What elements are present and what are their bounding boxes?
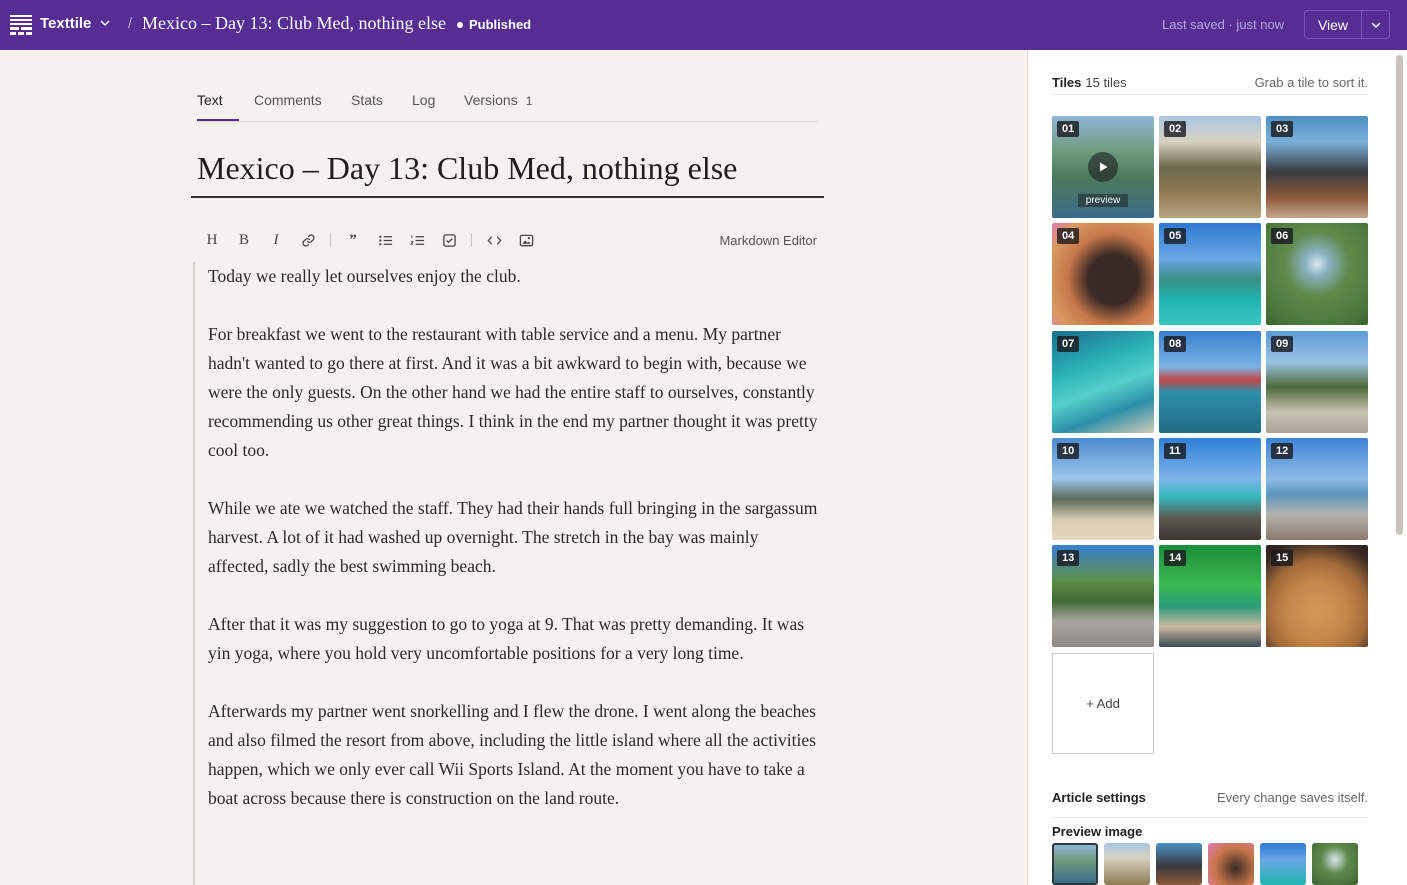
tile-preview-label: preview bbox=[1078, 194, 1128, 207]
paragraph: After that it was my suggestion to go to yoga at 9. That was pretty demanding. It was yin yoga, where you hold very uncomfortable positions for a very long time. bbox=[208, 614, 805, 663]
view-button[interactable]: View bbox=[1305, 11, 1362, 38]
tile-number: 05 bbox=[1164, 228, 1186, 244]
paragraph: Afterwards my partner went snorkelling and I flew the drone. I went along the beaches and also filmed the resort from above, including the little island where all the activities happen, which we only ever call Wii Sports Island. At the moment you have to take a boat across because there is construction on the land route. bbox=[208, 701, 816, 808]
tile[interactable] bbox=[1159, 331, 1261, 433]
markdown-body-editor[interactable] bbox=[193, 262, 823, 885]
tab-log[interactable]: Log bbox=[412, 92, 436, 108]
paragraph: While we ate we watched the staff. They had their hands full bringing in the sargassum harvest. A lot of it had washed up overnight. The stretch in the bay was mainly affected, sadly the best swimming beach. bbox=[208, 498, 818, 576]
image-button[interactable] bbox=[515, 230, 537, 250]
bulleted-list-button[interactable] bbox=[374, 230, 396, 250]
chevron-down-icon[interactable] bbox=[99, 17, 111, 29]
quote-button[interactable] bbox=[342, 230, 364, 250]
checklist-icon bbox=[442, 233, 457, 248]
title-input[interactable] bbox=[191, 142, 824, 198]
tile-number: 07 bbox=[1057, 336, 1079, 352]
tile-number: 02 bbox=[1164, 121, 1186, 137]
tile[interactable] bbox=[1266, 545, 1368, 647]
bulleted-list-icon bbox=[378, 233, 393, 248]
tile[interactable] bbox=[1159, 545, 1261, 647]
tile-number: 11 bbox=[1164, 443, 1186, 459]
tiles-count: 15 tiles bbox=[1085, 75, 1127, 90]
tile[interactable] bbox=[1266, 116, 1368, 218]
view-split-button bbox=[1304, 10, 1390, 39]
tab-versions[interactable] bbox=[464, 92, 532, 108]
preview-image-label: Preview image bbox=[1052, 824, 1143, 839]
status-label: Published bbox=[469, 17, 532, 32]
tile-number: 10 bbox=[1057, 443, 1079, 459]
status-badge bbox=[457, 17, 531, 32]
editor-tabs bbox=[197, 82, 817, 122]
tile-number: 06 bbox=[1271, 228, 1293, 244]
markdown-editor-label[interactable]: Markdown Editor bbox=[719, 233, 817, 248]
tiles-header bbox=[1052, 75, 1368, 95]
tile-number: 12 bbox=[1271, 443, 1293, 459]
view-menu-button[interactable] bbox=[1362, 11, 1389, 38]
add-tile-button[interactable]: + Add bbox=[1052, 653, 1154, 754]
tile-number: 01 bbox=[1057, 121, 1079, 137]
tile[interactable] bbox=[1052, 223, 1154, 325]
article-settings-header bbox=[1052, 790, 1368, 818]
tile[interactable] bbox=[1159, 438, 1261, 540]
tile[interactable] bbox=[1052, 545, 1154, 647]
title-text: Mexico – Day 13: Club Med, nothing else bbox=[197, 150, 738, 186]
texttile-logo-icon[interactable] bbox=[10, 14, 32, 36]
italic-button[interactable] bbox=[265, 230, 287, 250]
article-settings-title: Article settings bbox=[1052, 790, 1146, 805]
link-button[interactable] bbox=[297, 230, 319, 250]
tile[interactable] bbox=[1159, 116, 1261, 218]
preview-image-option[interactable] bbox=[1208, 843, 1254, 885]
heading-button[interactable] bbox=[201, 230, 223, 250]
link-icon bbox=[301, 233, 316, 248]
quote-icon: ” bbox=[349, 231, 357, 248]
tile-number: 14 bbox=[1164, 550, 1186, 566]
tiles-hint: Grab a tile to sort it. bbox=[1254, 75, 1368, 90]
italic-icon: I bbox=[273, 231, 279, 248]
toolbar-divider bbox=[471, 233, 472, 247]
last-saved-text: Last saved · just now bbox=[1162, 17, 1285, 32]
tab-stats[interactable]: Stats bbox=[351, 92, 383, 108]
heading-icon: H bbox=[206, 231, 218, 248]
image-icon bbox=[519, 233, 534, 248]
brand-name[interactable]: Texttile bbox=[40, 15, 92, 32]
checklist-button[interactable] bbox=[438, 230, 460, 250]
article-settings-hint: Every change saves itself. bbox=[1216, 790, 1368, 805]
paragraph: Today we really let ourselves enjoy the club. bbox=[208, 266, 521, 286]
code-button[interactable] bbox=[483, 230, 505, 250]
tile-number: 15 bbox=[1271, 550, 1293, 566]
bold-icon: B bbox=[238, 231, 249, 248]
tile[interactable] bbox=[1052, 331, 1154, 433]
chevron-down-icon bbox=[1370, 19, 1382, 31]
code-icon bbox=[487, 233, 502, 248]
breadcrumb-separator: / bbox=[128, 15, 133, 32]
preview-image-option[interactable] bbox=[1312, 843, 1358, 885]
tile-number: 08 bbox=[1164, 336, 1186, 352]
preview-image-option[interactable] bbox=[1260, 843, 1306, 885]
sidebar-scrollbar[interactable] bbox=[1396, 55, 1403, 535]
status-dot-icon bbox=[457, 22, 463, 28]
tile-number: 09 bbox=[1271, 336, 1293, 352]
tile-number: 13 bbox=[1057, 550, 1079, 566]
tile[interactable] bbox=[1052, 116, 1154, 218]
active-tab-indicator bbox=[197, 119, 239, 121]
document-title: Mexico – Day 13: Club Med, nothing else bbox=[142, 13, 446, 33]
tile-number: 04 bbox=[1057, 228, 1079, 244]
tiles-title-label: Tiles bbox=[1052, 75, 1082, 90]
play-icon[interactable] bbox=[1088, 152, 1118, 182]
tile[interactable] bbox=[1159, 223, 1261, 325]
numbered-list-button[interactable] bbox=[406, 230, 428, 250]
preview-image-option-selected[interactable] bbox=[1052, 843, 1098, 885]
tab-comments[interactable]: Comments bbox=[254, 92, 322, 108]
versions-count-badge: 1 bbox=[525, 94, 533, 108]
preview-image-option[interactable] bbox=[1104, 843, 1150, 885]
bold-button[interactable] bbox=[233, 230, 255, 250]
tile[interactable] bbox=[1266, 438, 1368, 540]
numbered-list-icon bbox=[410, 233, 425, 248]
toolbar-divider bbox=[330, 233, 331, 247]
paragraph: For breakfast we went to the restaurant with table service and a menu. My partner hadn't wanted to go there at first. And it was a bit awkward to begin with, because we were the only guests. On the other hand we had the entire staff to ourselves, constantly recommending us other great things. I think in the end my partner thought it was pretty cool too. bbox=[208, 324, 818, 460]
tile[interactable] bbox=[1266, 331, 1368, 433]
preview-image-option[interactable] bbox=[1156, 843, 1202, 885]
tab-versions-label: Versions bbox=[464, 92, 518, 108]
tile[interactable] bbox=[1052, 438, 1154, 540]
tile-number: 03 bbox=[1271, 121, 1293, 137]
tile[interactable] bbox=[1266, 223, 1368, 325]
tab-text[interactable]: Text bbox=[197, 92, 223, 108]
markdown-toolbar bbox=[197, 228, 817, 252]
tiles-title bbox=[1052, 75, 1127, 90]
top-bar bbox=[0, 0, 1407, 50]
